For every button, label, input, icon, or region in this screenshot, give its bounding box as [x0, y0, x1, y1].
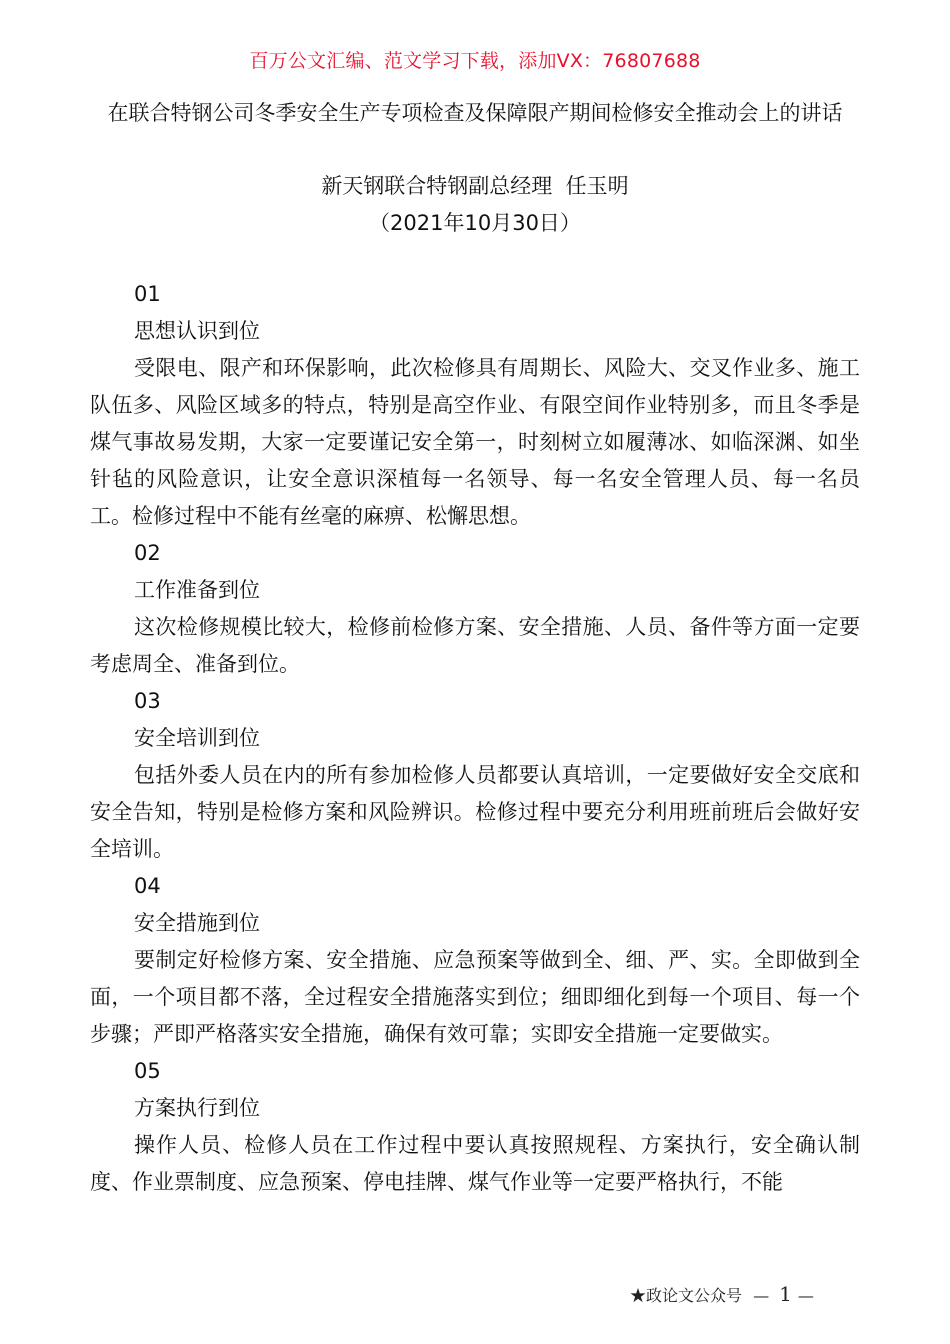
- document-body: [90, 276, 860, 1201]
- page-footer: [630, 1282, 870, 1306]
- section-number: 03: [134, 689, 161, 713]
- section: [90, 276, 860, 535]
- section-number: 02: [134, 541, 161, 565]
- section-number: 04: [134, 874, 161, 898]
- footer-source: ★政论文公众号: [630, 1286, 743, 1305]
- author-line: 新天钢联合特钢副总经理 任玉明: [321, 174, 629, 198]
- document-title: 在联合特钢公司冬季安全生产专项检查及保障限产期间检修安全推动会上的讲话: [107, 101, 843, 125]
- section-paragraph: 要制定好检修方案、安全措施、应急预案等做到全、细、严、实。全即做到全面，一个项目都不落，全过程安全措施落实到位；细即细化到每一个项目、每一个步骤；严即严格落实安全措施，确保有效可靠；实即安全措施一定要做实。: [90, 948, 860, 1046]
- section-heading: 安全培训到位: [134, 726, 260, 750]
- footer-dash-left: —: [753, 1286, 770, 1305]
- section-number: 01: [134, 282, 161, 306]
- section-paragraph: 这次检修规模比较大，检修前检修方案、安全措施、人员、备件等方面一定要考虑周全、准备到位。: [90, 615, 860, 676]
- page-number: 1: [779, 1282, 792, 1306]
- watermark-text: 百万公文汇编、范文学习下载，添加VX：76807688: [249, 50, 701, 72]
- section: [90, 1053, 860, 1201]
- section-paragraph: 操作人员、检修人员在工作过程中要认真按照规程、方案执行，安全确认制度、作业票制度、应急预案、停电挂牌、煤气作业等一定要严格执行，不能: [90, 1133, 860, 1194]
- byline: [0, 168, 950, 242]
- footer-dash-right: —: [797, 1286, 814, 1305]
- section-heading: 思想认识到位: [134, 319, 260, 343]
- section-paragraph: 包括外委人员在内的所有参加检修人员都要认真培训，一定要做好安全交底和安全告知，特别是检修方案和风险辨识。检修过程中要充分利用班前班后会做好安全培训。: [90, 763, 860, 861]
- section-heading: 方案执行到位: [134, 1096, 260, 1120]
- section-number: 05: [134, 1059, 161, 1083]
- section-paragraph: 受限电、限产和环保影响，此次检修具有周期长、风险大、交叉作业多、施工队伍多、风险区域多的特点，特别是高空作业、有限空间作业特别多，而且冬季是煤气事故易发期，大家一定要谨记安全第一，时刻树立如履薄冰、如临深渊、如坐针毡的风险意识，让安全意识深植每一名领导、每一名安全管理人员、每一名员工。检修过程中不能有丝毫的麻痹、松懈思想。: [90, 356, 860, 528]
- section: [90, 868, 860, 1053]
- date-line: （2021年10月30日）: [369, 211, 581, 235]
- section-heading: 安全措施到位: [134, 911, 260, 935]
- section-heading: 工作准备到位: [134, 578, 260, 602]
- section: [90, 535, 860, 683]
- section: [90, 683, 860, 868]
